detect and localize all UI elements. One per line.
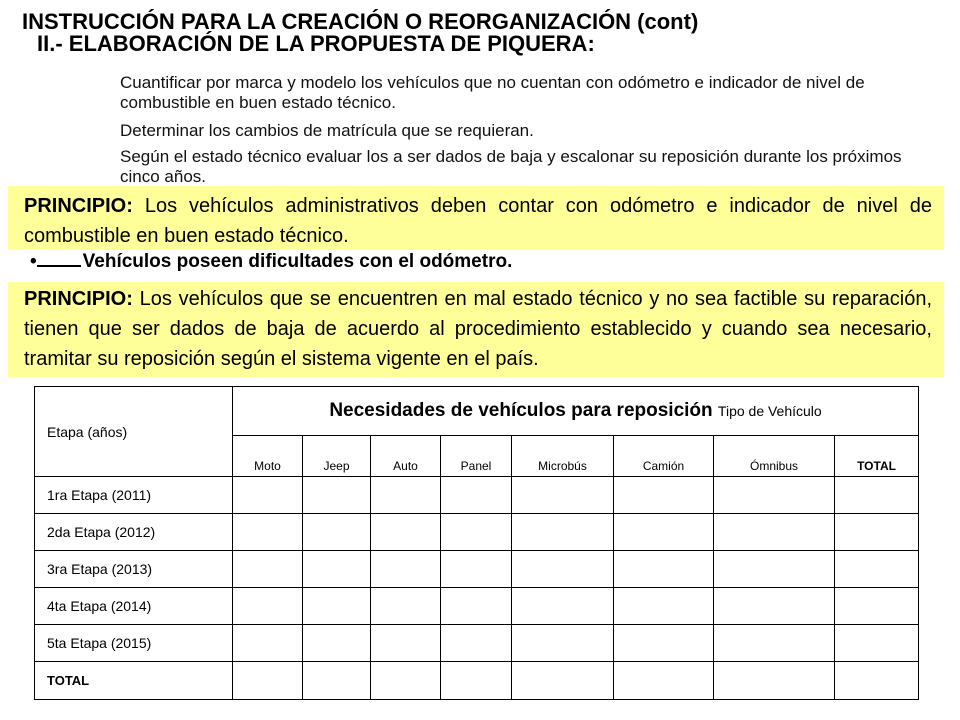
table-cell: [233, 551, 303, 588]
table-cell: [441, 477, 512, 514]
column-header-omnibus: Ómnibus: [714, 436, 835, 477]
blank-underline: [37, 249, 81, 267]
group-header: [233, 387, 919, 436]
row-label: 4ta Etapa (2014): [35, 588, 233, 625]
table-row: [35, 514, 919, 551]
row-label: 3ra Etapa (2013): [35, 551, 233, 588]
table-cell: [714, 477, 835, 514]
table-cell: [835, 514, 919, 551]
column-header-jeep: Jeep: [303, 436, 371, 477]
table-cell: [512, 662, 614, 700]
table-cell: [441, 625, 512, 662]
table-cell: [441, 514, 512, 551]
paragraph-replacement: Según el estado técnico evaluar los a ser dados de baja y escalonar su reposición durante los próximos cinco años.: [120, 147, 902, 186]
table-cell: [512, 625, 614, 662]
column-header-total: TOTAL: [835, 436, 919, 477]
bullet-text: Vehículos poseen dificultades con el odómetro.: [82, 251, 513, 272]
table-cell: [441, 588, 512, 625]
row-label: 2da Etapa (2012): [35, 514, 233, 551]
table-cell: [614, 514, 714, 551]
table-cell: [371, 588, 441, 625]
table-cell: [835, 551, 919, 588]
table-cell: [233, 662, 303, 700]
principle-label: PRINCIPIO:: [24, 288, 133, 310]
table-cell: [714, 625, 835, 662]
group-header-title: Necesidades de vehículos para reposición: [329, 400, 713, 421]
table-cell: [303, 477, 371, 514]
table-cell: [441, 662, 512, 700]
row-label-total: TOTAL: [35, 662, 233, 700]
table-cell: [614, 477, 714, 514]
table-row: [35, 625, 919, 662]
table-cell: [512, 477, 614, 514]
table-cell: [714, 662, 835, 700]
column-header-microbus: Microbús: [512, 436, 614, 477]
table-cell: [371, 662, 441, 700]
table-cell: [714, 514, 835, 551]
principle-box-odometer: [8, 186, 944, 250]
column-header-camion: Camión: [614, 436, 714, 477]
table-cell: [714, 588, 835, 625]
table-row-total: [35, 662, 919, 700]
table-cell: [303, 551, 371, 588]
principle-text: Los vehículos administrativos deben contar con odómetro e indicador de nivel de combustible en buen estado técnico.: [24, 195, 932, 247]
stage-header: Etapa (años): [35, 387, 233, 477]
replacement-needs-table: [34, 386, 919, 700]
column-header-moto: Moto: [233, 436, 303, 477]
row-label: 1ra Etapa (2011): [35, 477, 233, 514]
table-cell: [441, 551, 512, 588]
table-cell: [303, 662, 371, 700]
column-header-panel: Panel: [441, 436, 512, 477]
table-cell: [614, 662, 714, 700]
table-cell: [303, 625, 371, 662]
table-cell: [714, 551, 835, 588]
table-cell: [614, 588, 714, 625]
table-cell: [371, 551, 441, 588]
table-cell: [512, 514, 614, 551]
table-cell: [512, 588, 614, 625]
table-cell: [303, 514, 371, 551]
row-label: 5ta Etapa (2015): [35, 625, 233, 662]
table-row: [35, 588, 919, 625]
table-cell: [512, 551, 614, 588]
table-cell: [233, 514, 303, 551]
paragraph-quantify: Cuantificar por marca y modelo los vehículos que no cuentan con odómetro e indicador de nivel de combustible en buen estado técnico.: [120, 73, 865, 112]
table-cell: [233, 588, 303, 625]
paragraph-plate-changes: Determinar los cambios de matrícula que se requieran.: [120, 121, 534, 140]
group-header-subtitle: Tipo de Vehículo: [717, 403, 822, 419]
table-row: [35, 551, 919, 588]
bullet-marker: •: [30, 251, 37, 272]
table-row: [35, 477, 919, 514]
table-cell: [614, 625, 714, 662]
table-cell: [835, 625, 919, 662]
table-cell: [835, 662, 919, 700]
table-cell: [371, 625, 441, 662]
principle-box-decommission: [8, 282, 944, 377]
table-cell: [233, 477, 303, 514]
principle-text: Los vehículos que se encuentren en mal estado técnico y no sea factible su reparación, tienen que ser dados de baja de acuerdo al procedimiento establecido y cuando sea necesario, tramitar su reposición según el sistema vigente en el país.: [24, 288, 932, 370]
table-cell: [371, 514, 441, 551]
page-title: INSTRUCCIÓN PARA LA CREACIÓN O REORGANIZACIÓN (cont): [22, 9, 699, 34]
table-cell: [303, 588, 371, 625]
section-heading: II.- ELABORACIÓN DE LA PROPUESTA DE PIQUERA:: [37, 31, 595, 56]
table-cell: [371, 477, 441, 514]
table-cell: [835, 477, 919, 514]
principle-label: PRINCIPIO:: [24, 195, 133, 217]
table-cell: [835, 588, 919, 625]
table-cell: [614, 551, 714, 588]
column-header-auto: Auto: [371, 436, 441, 477]
table-cell: [233, 625, 303, 662]
bullet-item: [30, 249, 512, 273]
